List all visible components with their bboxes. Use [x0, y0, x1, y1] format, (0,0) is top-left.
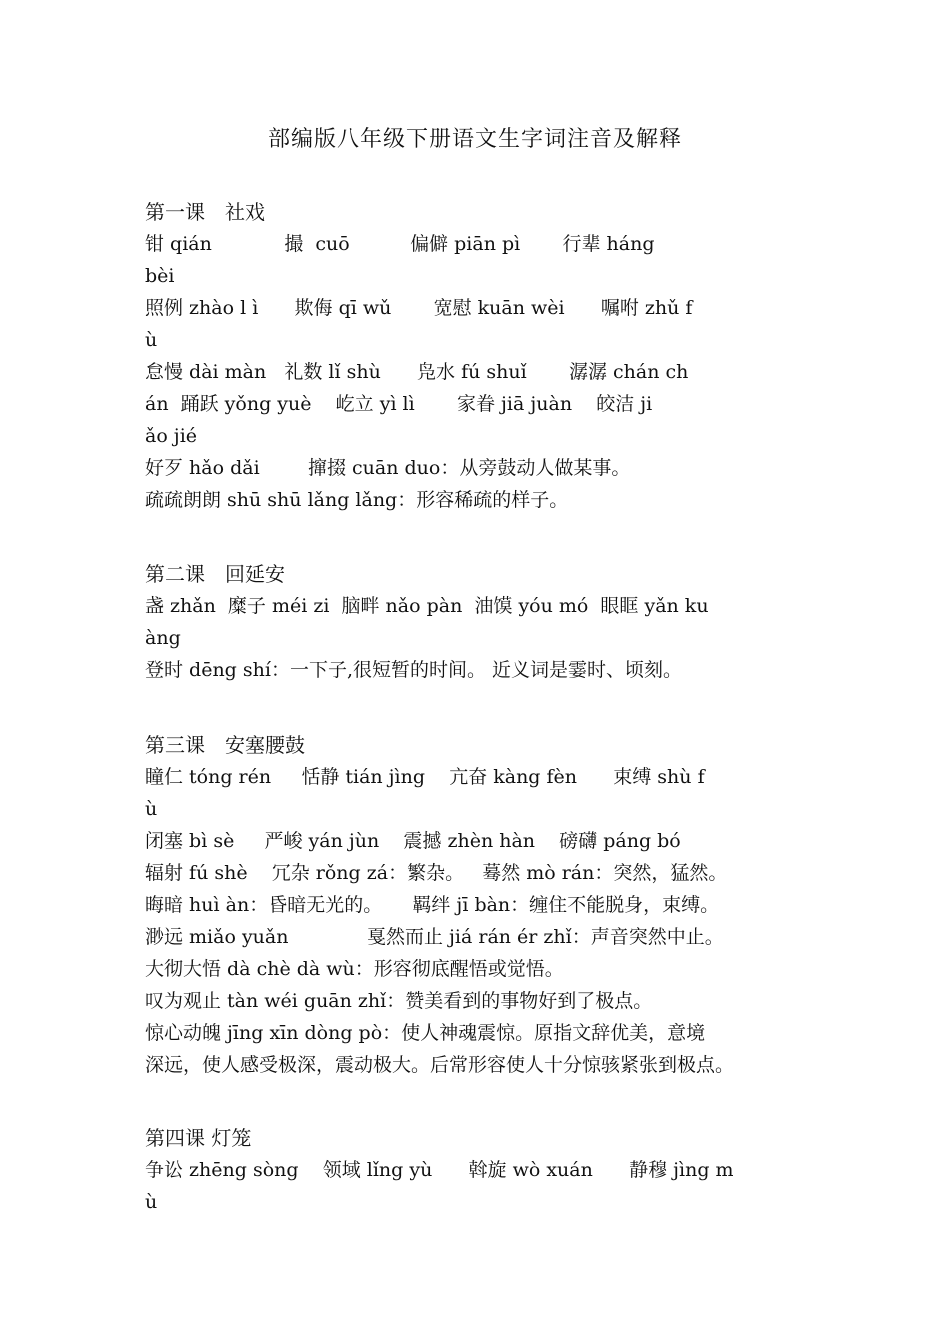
vocab-line: 疏疏朗朗 shū shū lǎng lǎng：形容稀疏的样子。 — [145, 489, 569, 511]
vocab-line: 瞳仁 tóng rén 恬静 tián jìng 亢奋 kàng fèn 束缚 shù f — [145, 766, 705, 788]
vocab-line: 大彻大悟 dà chè dà wù：形容彻底醒悟或觉悟。 — [145, 958, 564, 980]
vocab-line: 闭塞 bì sè 严峻 yán jùn 震撼 zhèn hàn 磅礴 páng bó — [145, 830, 681, 852]
lesson-heading: 第四课 灯笼 — [145, 1126, 252, 1150]
vocab-line: 深远，使人感受极深，震动极大。后常形容使人十分惊骇紧张到极点。 — [145, 1054, 735, 1076]
vocab-line: 登时 dēng shí：一下子,很短暂的时间。 近义词是霎时、顷刻。 — [145, 659, 683, 681]
vocab-line: àng — [145, 627, 181, 649]
vocab-line: 钳 qián 撮 cuō 偏僻 piān pì 行辈 háng — [145, 233, 655, 255]
vocab-line: 盏 zhǎn 糜子 méi zi 脑畔 nǎo pàn 油馍 yóu mó 眼眶 yǎn ku — [145, 595, 709, 617]
lesson-heading: 第二课 回延安 — [145, 562, 285, 586]
vocab-line: 辐射 fú shè 冗杂 rǒng zá：繁杂。 蓦然 mò rán：突然，猛然。 — [145, 862, 728, 884]
vocab-line: án 踊跃 yǒng yuè 屹立 yì lì 家眷 jiā juàn 皎洁 ji — [145, 393, 653, 415]
vocab-line: bèi — [145, 265, 175, 287]
lesson-3-section — [145, 729, 810, 1081]
vocab-line: 争讼 zhēng sòng 领域 lǐng yù 斡旋 wò xuán 静穆 jìng m — [145, 1159, 734, 1181]
vocab-line: 好歹 hǎo dǎi 撺掇 cuān duo：从旁鼓动人做某事。 — [145, 457, 631, 479]
vocab-line: ù — [145, 329, 158, 351]
vocab-line: 照例 zhào l ì 欺侮 qī wǔ 宽慰 kuān wèi 嘱咐 zhǔ f — [145, 297, 693, 319]
vocab-line: 叹为观止 tàn wéi guān zhǐ：赞美看到的事物好到了极点。 — [145, 990, 653, 1012]
lesson-heading: 第一课 社戏 — [145, 200, 265, 224]
vocab-line: ù — [145, 1191, 158, 1213]
vocab-line: ù — [145, 798, 158, 820]
vocab-line: 渺远 miǎo yuǎn 戛然而止 jiá rán ér zhǐ：声音突然中止。 — [145, 926, 724, 948]
lesson-heading: 第三课 安塞腰鼓 — [145, 733, 305, 757]
lesson-1-section — [145, 196, 810, 516]
vocab-line: 晦暗 huì àn：昏暗无光的。 羁绊 jī bàn：缠住不能脱身，束缚。 — [145, 894, 720, 916]
vocab-line: 惊心动魄 jīng xīn dòng pò：使人神魂震惊。原指文辞优美，意境 — [145, 1022, 706, 1044]
vocab-line: 怠慢 dài màn 礼数 lǐ shù 凫水 fú shuǐ 潺潺 chán ch — [145, 361, 689, 383]
lesson-2-section — [145, 558, 810, 686]
lesson-4-section — [145, 1122, 810, 1218]
document-title: 部编版八年级下册语文生字词注音及解释 — [267, 127, 682, 152]
vocab-line: ǎo jié — [145, 425, 198, 447]
